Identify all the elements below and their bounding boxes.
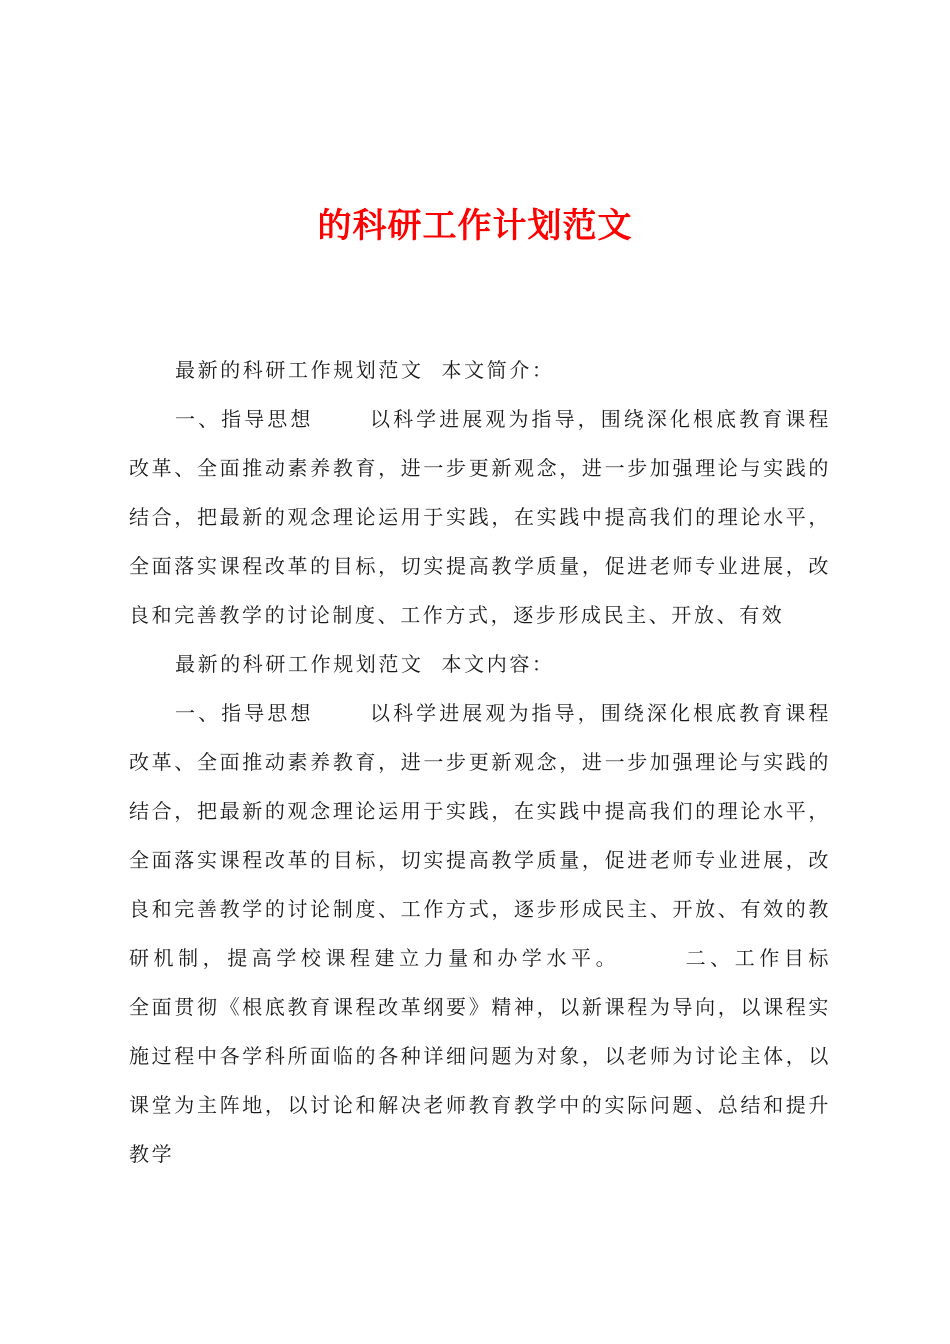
document-title: 的科研工作计划范文: [317, 206, 633, 246]
paragraph-intro-heading: 最新的科研工作规划范文 本文简介：: [175, 358, 555, 382]
paragraph-intro-body: 一、指导思想 以科学进展观为指导，围绕深化根底教育课程改革、全面推动素养教育，进一步更新观念，进一步加强理论与实践的结合，把最新的观念理论运用于实践，在实践中提高我们的理论水平，全面落实课程改革的目标，切实提高教学质量，促进老师专业进展，改良和完善教学的讨论制度、工作方式，逐步形成民主、开放、有效: [129, 407, 831, 627]
paragraph-content-body: 一、指导思想 以科学进展观为指导，围绕深化根底教育课程改革、全面推动素养教育，进一步更新观念，进一步加强理论与实践的结合，把最新的观念理论运用于实践，在实践中提高我们的理论水平，全面落实课程改革的目标，切实提高教学质量，促进老师专业进展，改良和完善教学的讨论制度、工作方式，逐步形成民主、开放、有效的教研机制，提高学校课程建立力量和办学水平。 二、工作目标 全面贯彻《根底教育课程改革纲要》精神，以新课程为导向，以课程实施过程中各学科所面临的各种详细问题为对象，以老师为讨论主体，以课堂为主阵地，以讨论和解决老师教育教学中的实际问题、总结和提升教学: [129, 701, 885, 1166]
paragraph-content-heading: 最新的科研工作规划范文 本文内容：: [175, 652, 555, 676]
document-body: [129, 346, 885, 1179]
